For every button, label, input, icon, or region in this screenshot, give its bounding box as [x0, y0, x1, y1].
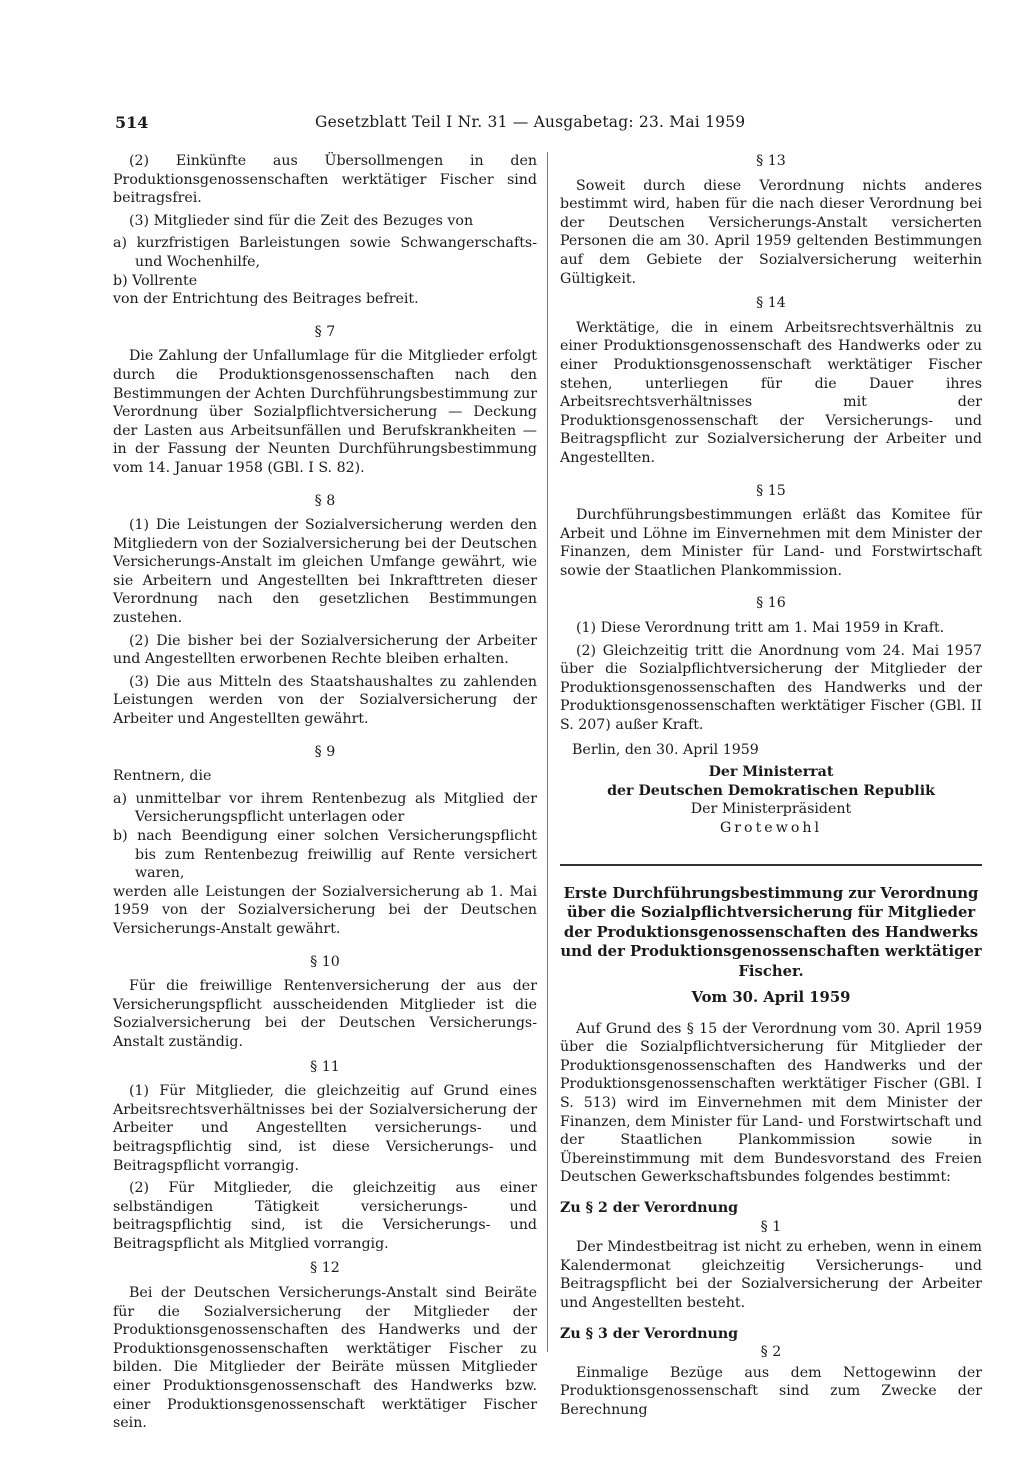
paragraph: (1) Für Mitglieder, die gleichzeitig auf Grund eines Arbeitsrechtsverhältnisses bei der Sozialversicherung der Arbeiter und Angestellten versicherungs- und beitragspflichtig sind, ist diese Versicherungs- und Beitragspflicht vorrangig. [113, 1083, 537, 1174]
subsection-heading: Zu § 3 der Verordnung [560, 1325, 739, 1342]
paragraph: (1) Die Leistungen der Sozialversicherung werden den Mitgliedern von der Sozialversicherung bei der Deutschen Versicherungs-Anstalt im gleichen Umfange gewährt, wie sie Arbeitern und Angestellten bei Inkrafttreten dieser Verordnung nach den gesetzlichen Bestimmungen zustehen. [113, 517, 537, 627]
section-rule [560, 864, 982, 866]
list-item: a) unmittelbar vor ihrem Rentenbezug als Mitglied der Versicherungspflicht unterlagen oder [113, 790, 537, 826]
subsection-heading: Zu § 2 der Verordnung [560, 1200, 739, 1217]
section-heading: § 16 [756, 595, 786, 612]
paragraph: Der Mindestbeitrag ist nicht zu erheben, wenn in einem Kalendermonat gleichzeitig Versicherungs- und Beitragspflicht bei der Sozialversicherung der Arbeiter und Angestellten besteht. [560, 1239, 982, 1311]
paragraph: Bei der Deutschen Versicherungs-Anstalt sind Beiräte für die Sozialversicherung der Mitglieder der Produktionsgenossenschaften des Handwerks und der Produktionsgenossenschaften werktätiger Fischer zu bilden. Die Mitglieder der Beiräte müssen Mitglieder einer Produktionsgenossenschaft des Handwerks bzw. einer Produktionsgenossenschaft werktätiger Fischer sein. [113, 1285, 537, 1432]
list-item: b) Vollrente [113, 272, 198, 289]
regulation-title: Erste Durchführungsbestimmung zur Verordnung über die Sozialpflichtversicherung für Mitglieder der Produktionsgenossenschaften des Handwerks und der Produktionsgenossenschaften werktätiger Fischer. [560, 884, 982, 980]
place-date: Berlin, den 30. April 1959 [572, 741, 759, 758]
paragraph: (3) Mitglieder sind für die Zeit des Bezuges von [129, 212, 474, 229]
paragraph: Einmalige Bezüge aus dem Nettogewinn der Produktionsgenossenschaft sind zum Zwecke der Berechnung [560, 1364, 982, 1418]
section-heading: § 7 [314, 323, 336, 340]
signature-name: Grotewohl [719, 820, 823, 836]
paragraph: Die Zahlung der Unfallumlage für die Mitglieder erfolgt durch die Produktionsgenossenschaften nach den Bestimmungen der Achten Durchführungsbestimmung zur Verordnung über Sozialpflichtversicherung — Deckung der Lasten aus Arbeitsunfällen und Berufskrankheiten — in der Fassung der Neunten Durchführungsbestimmung vom 14. Januar 1958 (GBl. I S. 82). [113, 348, 537, 476]
paragraph: Werktätige, die in einem Arbeitsrechtsverhältnis zu einer Produktionsgenossenschaft des Handwerks oder zu einer Produktionsgenossenschaft werktätiger Fischer stehen, unterliegen für die Dauer ihres Arbeitsrechtsverhältnisses mit der Produktionsgenossenschaft der Versicherungs- und Beitragspflicht zur Sozialversicherung der Arbeiter und Angestellten. [560, 319, 982, 466]
section-heading: § 10 [310, 953, 340, 970]
paragraph: (2) Gleichzeitig tritt die Anordnung vom 24. Mai 1957 über die Sozialpflichtversicherung der Mitglieder der Produktionsgenossenschaften des Handwerks und der Produktionsgenossenschaften werktätiger Fischer (GBl. II S. 207) außer Kraft. [560, 642, 982, 734]
list-item: a) kurzfristigen Barleistungen sowie Schwangerschafts- und Wochenhilfe, [113, 235, 537, 270]
paragraph: (2) Einkünfte aus Übersollmengen in den Produktionsgenossenschaften werktätiger Fischer sind beitragsfrei. [113, 153, 537, 207]
paragraph: Soweit durch diese Verordnung nichts anderes bestimmt wird, haben für die nach dieser Verordnung bei der Deutschen Versicherungs-Anstalt versicherten Personen die am 30. April 1959 geltenden Bestimmungen auf dem Gebiete der Sozialversicherung weiterhin Gültigkeit. [560, 177, 982, 287]
page-header [115, 113, 985, 135]
paragraph: (2) Für Mitglieder, die gleichzeitig aus einer selbständigen Tätigkeit versicherungs- und beitragspflichtig sind, ist die Versicherungs- und Beitragspflicht als Mitglied vorrangig. [113, 1180, 537, 1252]
signature-role: Der Ministerpräsident [690, 801, 852, 818]
page-number: 514 [115, 113, 149, 132]
paragraph: Rentnern, die [113, 768, 212, 785]
section-heading: § 13 [756, 153, 786, 169]
list-item: b) nach Beendigung einer solchen Versicherungspflicht bis zum Rentenbezug freiwillig auf Rente versichert waren, [113, 828, 537, 882]
section-heading: § 14 [756, 295, 786, 312]
paragraph: (1) Diese Verordnung tritt am 1. Mai 1959 in Kraft. [576, 620, 945, 637]
running-title: Gesetzblatt Teil I Nr. 31 — Ausgabetag: 23. Mai 1959 [315, 113, 746, 131]
section-heading: § 9 [314, 743, 336, 760]
regulation-date: Vom 30. April 1959 [691, 989, 851, 1007]
section-heading: § 15 [756, 482, 786, 499]
paragraph: werden alle Leistungen der Sozialversicherung ab 1. Mai 1959 von der Sozialversicherung bei der Deutschen Versicherungs-Anstalt gewährt. [113, 883, 537, 937]
column-divider [547, 152, 548, 1352]
paragraph: Durchführungsbestimmungen erläßt das Komitee für Arbeit und Löhne im Einvernehmen mit dem Minister der Finanzen, dem Minister für Land- und Forstwirtschaft sowie der Staatlichen Plankommission. [560, 507, 982, 579]
right-column [560, 152, 982, 1424]
paragraph: Auf Grund des § 15 der Verordnung vom 30. April 1959 über die Sozialpflichtversicherung für Mitglieder der Produktionsgenossenschaften des Handwerks und der Produktionsgenossenschaften werktätiger Fischer (GBl. I S. 513) wird im Einvernehmen mit dem Minister der Finanzen, dem Minister für Land- und Forstwirtschaft und der Staatlichen Plankommission sowie in Übereinstimmung mit dem Bundesvorstand des Freien Deutschen Gewerkschaftsbundes folgendes bestimmt: [560, 1020, 982, 1186]
signature-body: der Deutschen Demokratischen Republik [607, 782, 935, 799]
signature-body: Der Ministerrat [708, 764, 834, 781]
paragraph: von der Entrichtung des Beitrages befreit. [113, 291, 419, 308]
section-heading: § 8 [314, 492, 336, 509]
paragraph: Für die freiwillige Rentenversicherung der aus der Versicherungspflicht ausscheidenden Mitglieder ist die Sozialversicherung bei der Deutschen Versicherungs-Anstalt zuständig. [113, 978, 537, 1050]
section-heading: § 12 [310, 1260, 340, 1277]
paragraph: (3) Die aus Mitteln des Staatshaushaltes zu zahlenden Leistungen werden von der Sozialversicherung der Arbeiter und Angestellten gewährt. [113, 673, 537, 728]
section-heading: § 2 [760, 1344, 782, 1361]
section-heading: § 1 [760, 1218, 782, 1235]
paragraph: (2) Die bisher bei der Sozialversicherung der Arbeiter und Angestellten erworbenen Rechte bleiben erhalten. [113, 632, 537, 668]
section-heading: § 11 [310, 1058, 340, 1075]
left-column [113, 152, 537, 1437]
